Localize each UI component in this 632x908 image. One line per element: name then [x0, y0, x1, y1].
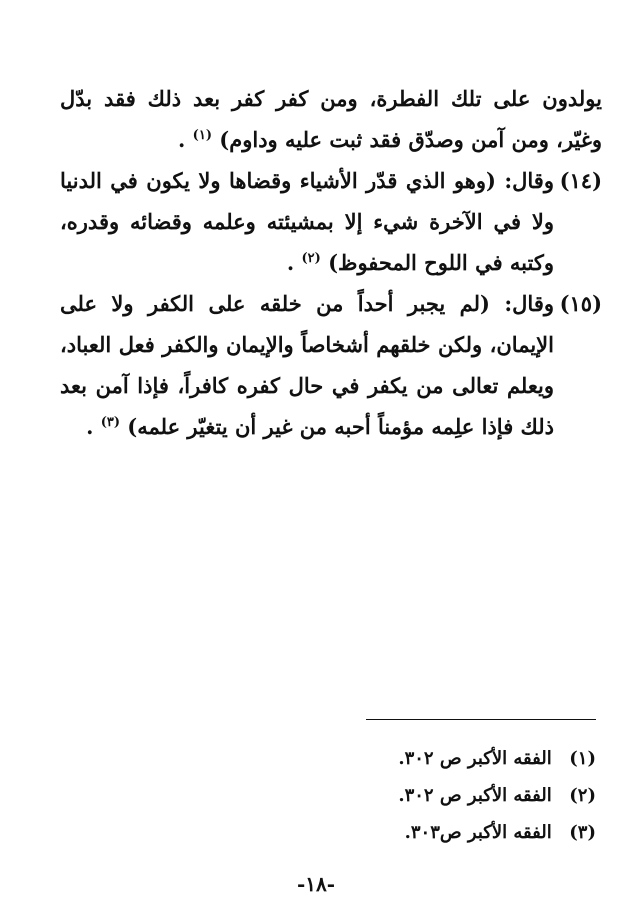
item-14-text: وقال: (وهو الذي قدّر الأشياء وقضاها ولا يكون في الدنيا ولا في الآخرة شيء إلا بمشيئته وعلمه وقضائه وقدره، وكتبه في اللوح المحفوظ) [60, 168, 554, 275]
intro-text: يولدون على تلك الفطرة، ومن كفر كفر بعد ذلك فقد بدّل وغيّر، ومن آمن وصدّق فقد ثبت عليه وداوم) [60, 86, 602, 152]
numbered-item-14 [60, 160, 602, 283]
main-text [60, 78, 602, 447]
numbered-item-15 [60, 283, 602, 447]
footnote-ref-1: (١) [192, 128, 212, 143]
item-number: (١٤) [559, 168, 602, 193]
footnote-separator [366, 719, 596, 720]
item-text [60, 283, 554, 447]
footnote-text: الفقه الأكبر ص ٣٠٢. [398, 748, 552, 769]
item-14-end: . [286, 250, 295, 275]
footnote-text: الفقه الأكبر ص ٣٠٢. [398, 785, 552, 806]
footnote-number: (٢) [569, 785, 596, 806]
footnote-number: (١) [569, 748, 596, 769]
footnote-1 [296, 740, 596, 777]
footnote-2 [296, 777, 596, 814]
intro-end: . [178, 127, 186, 152]
footnote-ref-2: (٢) [301, 251, 321, 266]
footnote-number: (٣) [569, 822, 596, 843]
item-15-text: وقال: (لم يجبر أحداً من خلقه على الكفر ولا على الإيمان، ولكن خلقهم أشخاصاً والإيمان والكفر فعل العباد، ويعلم تعالى من يكفر في حال كفره كافراً، فإذا آمن بعد ذلك فإذا علِمه مؤمناً أحبه من غير أن يتغيّر علمه) [60, 291, 554, 439]
item-15-end: . [86, 414, 94, 439]
page-number: -١٨- [296, 872, 336, 896]
intro-paragraph [60, 78, 602, 160]
item-text [60, 160, 554, 283]
footnotes [296, 740, 596, 851]
footnote-text: الفقه الأكبر ص٣٠٣. [404, 822, 552, 843]
item-number: (١٥) [559, 291, 602, 316]
footnote-3 [296, 814, 596, 851]
footnote-ref-3: (٣) [100, 415, 120, 430]
